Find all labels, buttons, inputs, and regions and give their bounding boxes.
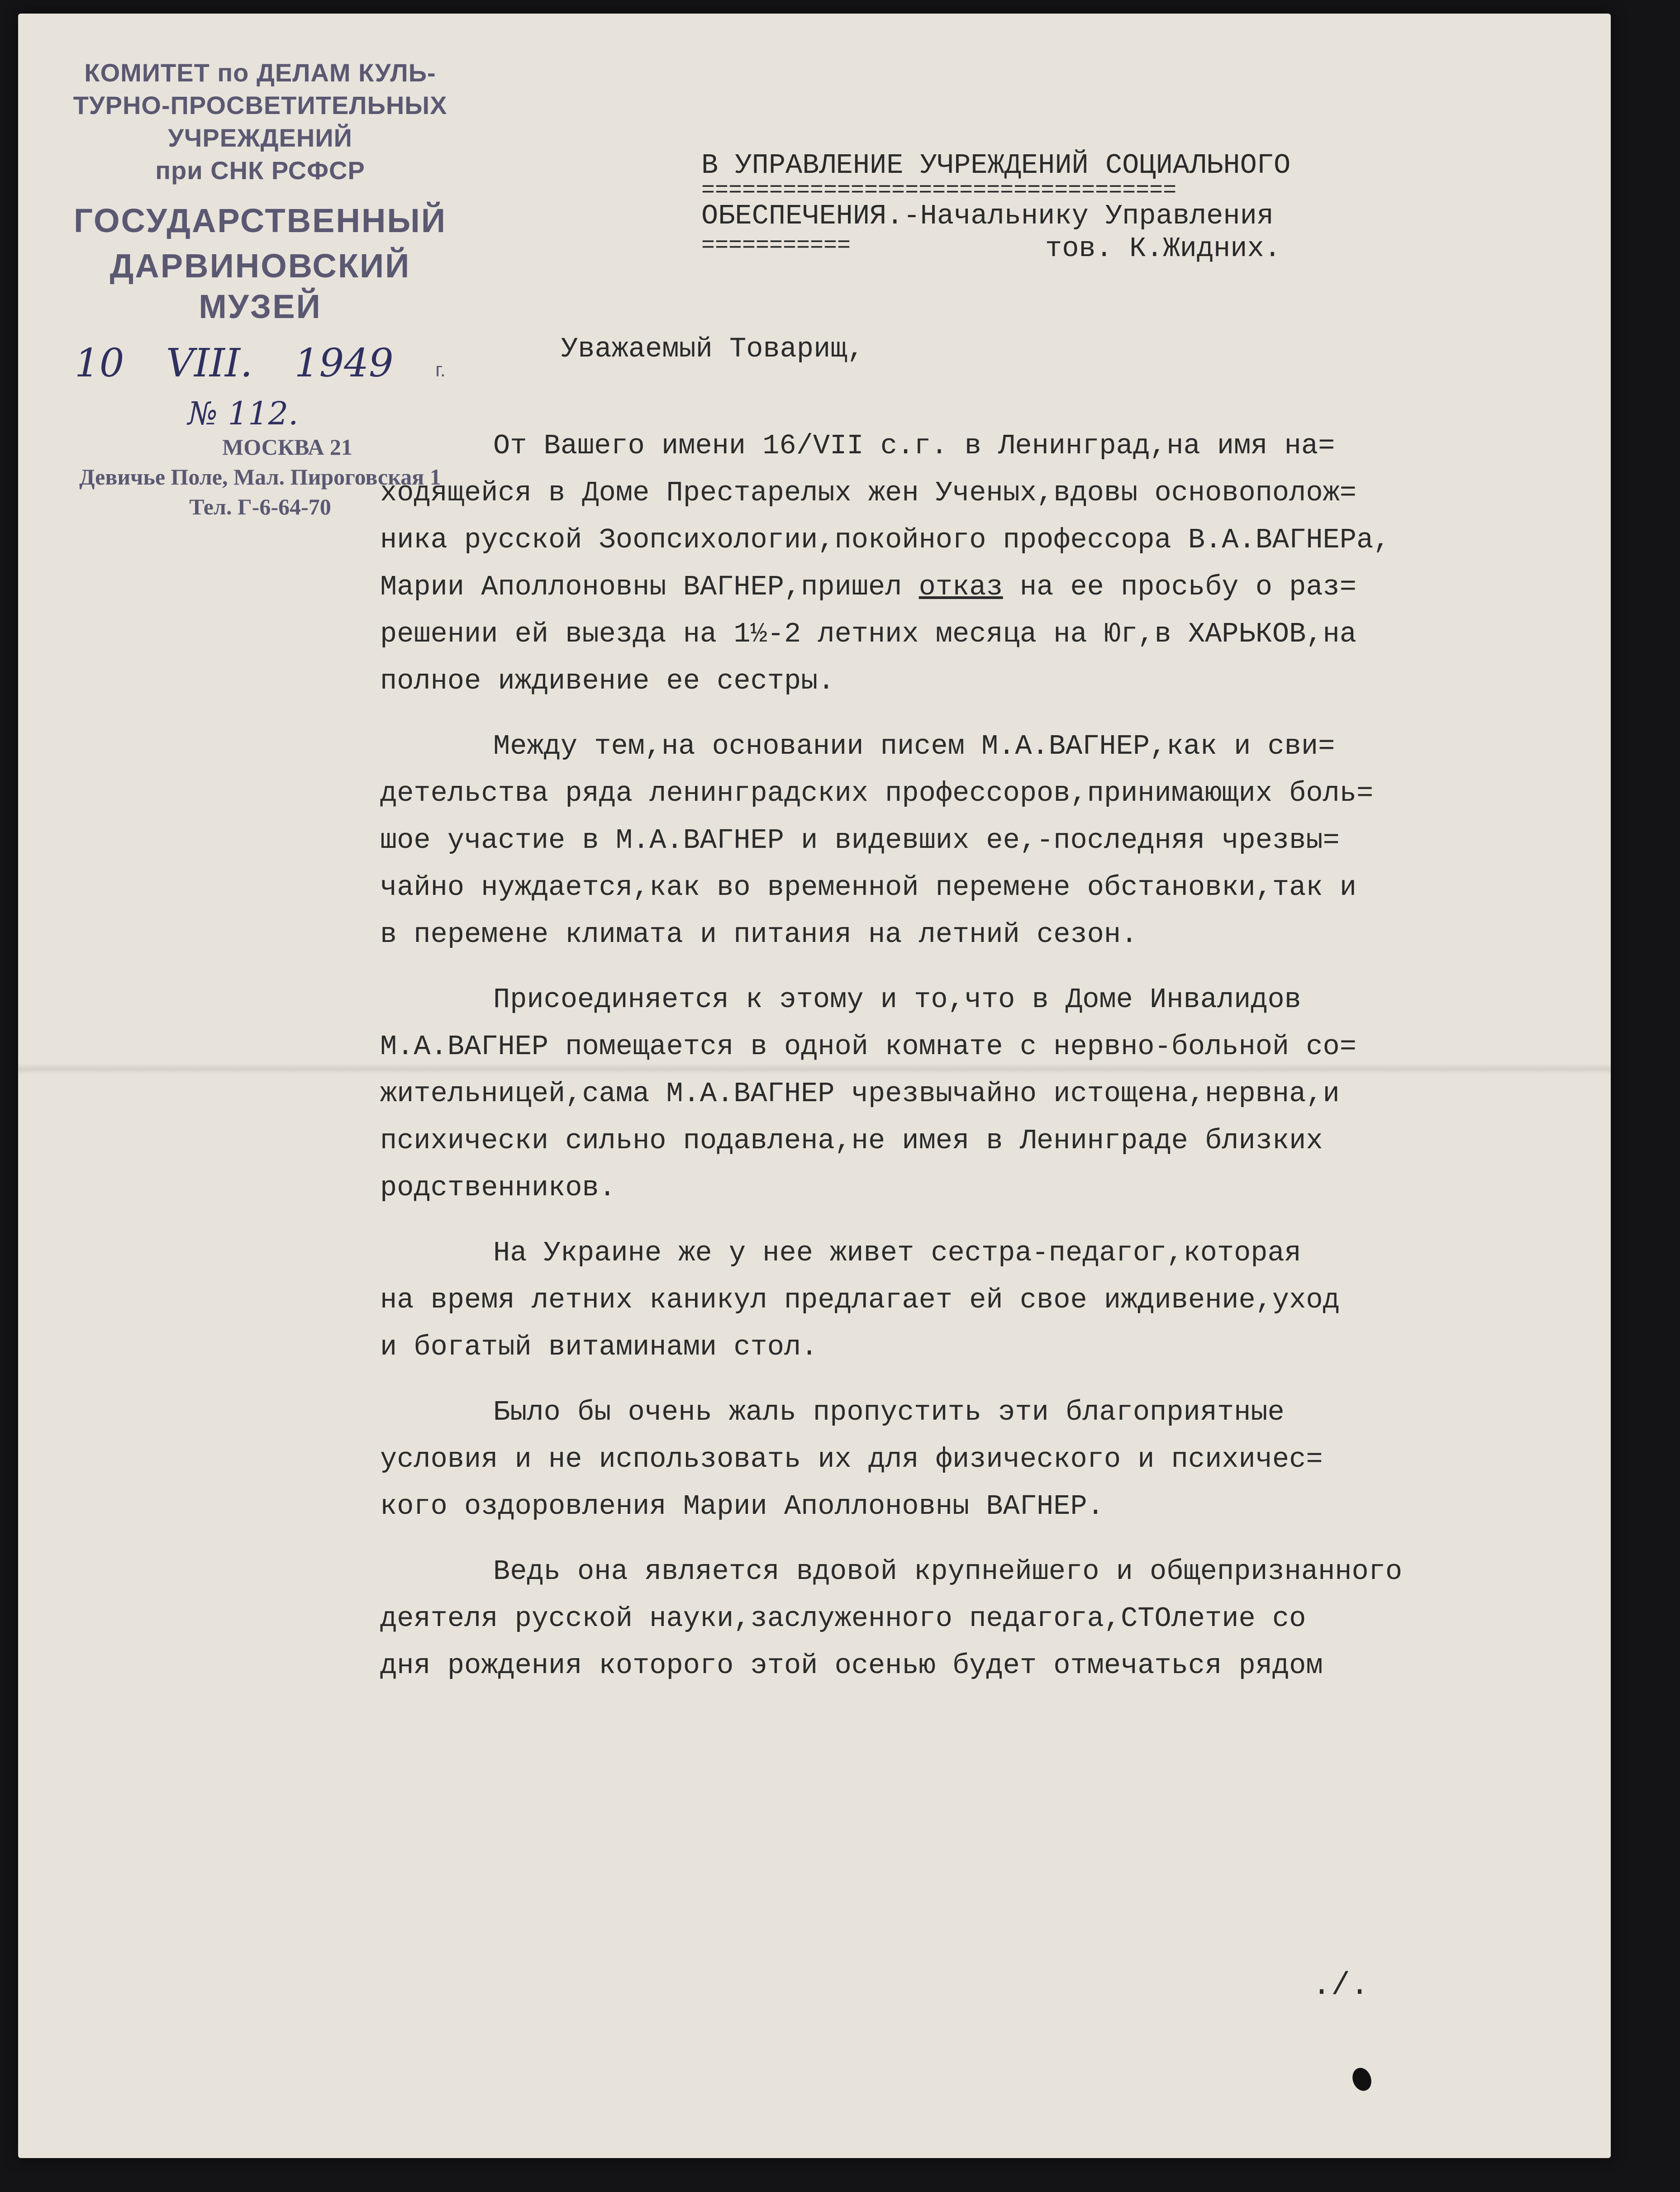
stamp-date-month: VIII. — [166, 341, 253, 386]
greeting: Уважаемый Товарищ, — [561, 333, 864, 365]
paragraph-1 — [380, 423, 1584, 705]
stamp-date-year: 1949 — [294, 341, 394, 386]
continuation-mark: ./. — [1312, 1968, 1370, 2004]
stamp-org-line: при СНК РСФСР — [155, 156, 365, 185]
paragraph-1-end: на ее просьбу о раз= решении ей выезда на 1½-2 летних месяца на Юг,в ХАРЬКОВ,на полное иждивение ее сестры. — [380, 571, 1356, 697]
address-rule-1: =================================== — [701, 182, 1177, 200]
stamp-phone: Тел. Г-6-64-70 — [189, 494, 331, 519]
address-line-2: ОБЕСПЕЧЕНИЯ.-Начальнику Управления — [701, 200, 1274, 232]
address-rule-2: =========== — [701, 233, 851, 259]
paragraph-4: На Украине же у нее живет сестра-педагог,которая на время летних каникул предлагает ей свое иждивение,уход и богатый витаминами стол. — [380, 1237, 1340, 1363]
letter-sheet — [18, 14, 1611, 2158]
stamp-org-line: КОМИТЕТ по ДЕЛАМ КУЛЬ- — [84, 58, 436, 87]
address-row-3 — [701, 233, 1471, 265]
stamp-date-suffix: г. — [435, 359, 446, 381]
recipient-address — [701, 149, 1471, 265]
paragraph-3: Присоединяется к этому и то,что в Доме Инвалидов М.А.ВАГНЕР помещается в одной комнате с нервно-больной со= жительницей,сама М.А.ВАГНЕР чрезвычайно истощена,нервна,и психически сильно подавлена,не имея в Ленинграде близких родственников. — [380, 984, 1356, 1204]
stamp-date-day: 10 — [75, 341, 124, 386]
stamp-city: МОСКВА 21 — [222, 434, 352, 460]
stamp-museum-line: ГОСУДАРСТВЕННЫЙ — [73, 202, 447, 239]
paragraph-5: Было бы очень жаль пропустить эти благоприятные условия и не использовать их для физического и психичес= кого оздоровления Марии Аполлоновны ВАГНЕР. — [380, 1396, 1323, 1522]
paragraph-6: Ведь она является вдовой крупнейшего и общепризнанного деятеля русской науки,заслуженного педагога,СТОлетие со дня рождения которого этой осенью будет отмечаться рядом — [380, 1555, 1403, 1682]
address-line-1: В УПРАВЛЕНИЕ УЧРЕЖДЕНИЙ СОЦИАЛЬНОГО — [701, 149, 1291, 181]
refusal-word: отказ — [919, 571, 1003, 603]
stamp-number: № 112. — [188, 395, 299, 432]
paragraph-2: Между тем,на основании писем М.А.ВАГНЕР,как и сви= детельства ряда ленинградских профессоров,принимающих боль= шое участие в М.А.ВАГНЕР и видевших ее,-последняя чрезвы= чайно нуждается,как во временной перемене обстановки,так и в перемене климата и питания на летний сезон. — [380, 730, 1374, 951]
stamp-org-line: ТУРНО-ПРОСВЕТИТЕЛЬНЫХ — [73, 91, 447, 119]
ink-blot — [1349, 2065, 1374, 2094]
letter-body — [380, 326, 1584, 1707]
address-line-3: тов. К.Жидних. — [1045, 233, 1281, 265]
stamp-museum-line: ДАРВИНОВСКИЙ МУЗЕЙ — [109, 247, 411, 325]
stamp-org-line: УЧРЕЖДЕНИЙ — [168, 124, 352, 152]
paragraph-1-start: От Вашего имени 16/VII с.г. в Ленинград,на имя на= ходящейся в Доме Престарелых жен Ученых,вдовы основополож= ника русской Зоопсихологии,покойного профессора В.А.ВАГНЕРа, Марии Аполлоновны ВАГНЕР,пришел — [380, 430, 1390, 603]
stamp-street: Девичье Поле, Мал. Пироговская 1 — [79, 464, 441, 490]
